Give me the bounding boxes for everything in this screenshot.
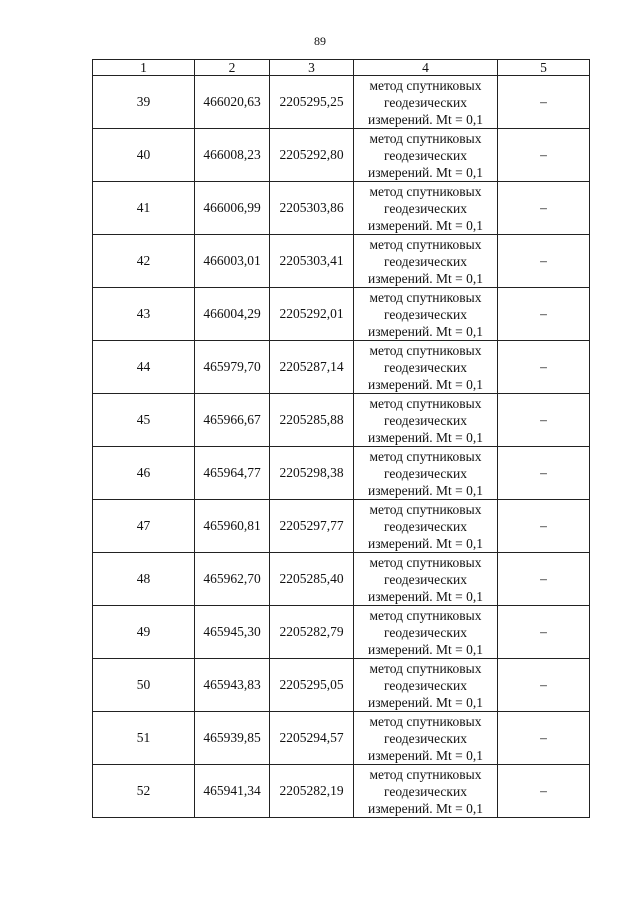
description-cell: – [498,765,590,818]
method-line: геодезических [384,730,467,746]
method-line: метод спутниковых [369,395,482,411]
x-coordinate-cell: 466003,01 [195,235,270,288]
x-coordinate-cell: 466004,29 [195,288,270,341]
method-line: геодезических [384,465,467,481]
point-number-cell: 44 [93,341,195,394]
point-number-cell: 42 [93,235,195,288]
page-number: 89 [314,34,326,48]
method-line: измерений. Mt = 0,1 [367,535,484,551]
point-number-cell: 40 [93,129,195,182]
point-number-cell: 39 [93,76,195,129]
method-line: измерений. Mt = 0,1 [367,111,484,127]
x-coordinate-cell: 466006,99 [195,182,270,235]
method-line: геодезических [384,677,467,693]
y-coordinate-cell: 2205295,05 [270,659,354,712]
method-line: метод спутниковых [369,77,482,93]
method-line: измерений. Mt = 0,1 [367,376,484,392]
x-coordinate-cell: 465939,85 [195,712,270,765]
header-col-4: 4 [354,60,498,76]
point-number-cell: 51 [93,712,195,765]
description-cell: – [498,129,590,182]
method-line: геодезических [384,359,467,375]
description-cell: – [498,659,590,712]
method-line: геодезических [384,147,467,163]
point-number-cell: 46 [93,447,195,500]
method-cell [354,182,498,235]
method-line: измерений. Mt = 0,1 [367,800,484,816]
x-coordinate-cell: 465962,70 [195,553,270,606]
method-line: метод спутниковых [369,448,482,464]
method-line: измерений. Mt = 0,1 [367,323,484,339]
table-row [93,712,590,765]
header-col-3: 3 [270,60,354,76]
method-line: геодезических [384,200,467,216]
table-row [93,235,590,288]
method-line: измерений. Mt = 0,1 [367,482,484,498]
description-cell: – [498,500,590,553]
table-row [93,76,590,129]
method-cell [354,712,498,765]
method-line: измерений. Mt = 0,1 [367,641,484,657]
description-cell: – [498,553,590,606]
method-line: метод спутниковых [369,713,482,729]
method-cell [354,500,498,553]
method-line: геодезических [384,518,467,534]
method-cell [354,235,498,288]
method-cell [354,765,498,818]
table-row [93,553,590,606]
table-row [93,765,590,818]
table-row [93,447,590,500]
x-coordinate-cell: 465979,70 [195,341,270,394]
y-coordinate-cell: 2205292,01 [270,288,354,341]
method-line: геодезических [384,412,467,428]
method-line: метод спутниковых [369,766,482,782]
point-number-cell: 52 [93,765,195,818]
method-line: измерений. Mt = 0,1 [367,588,484,604]
method-line: метод спутниковых [369,342,482,358]
method-line: метод спутниковых [369,607,482,623]
y-coordinate-cell: 2205295,25 [270,76,354,129]
y-coordinate-cell: 2205303,86 [270,182,354,235]
table-row [93,182,590,235]
y-coordinate-cell: 2205285,88 [270,394,354,447]
y-coordinate-cell: 2205303,41 [270,235,354,288]
method-cell [354,76,498,129]
method-line: измерений. Mt = 0,1 [367,694,484,710]
method-cell [354,288,498,341]
method-line: метод спутниковых [369,660,482,676]
method-line: измерений. Mt = 0,1 [367,747,484,763]
table-row [93,500,590,553]
description-cell: – [498,182,590,235]
table-row [93,606,590,659]
table-body [93,76,590,818]
header-row [93,60,590,76]
x-coordinate-cell: 465945,30 [195,606,270,659]
x-coordinate-cell: 466008,23 [195,129,270,182]
y-coordinate-cell: 2205282,19 [270,765,354,818]
description-cell: – [498,288,590,341]
y-coordinate-cell: 2205282,79 [270,606,354,659]
x-coordinate-cell: 465964,77 [195,447,270,500]
description-cell: – [498,712,590,765]
method-line: метод спутниковых [369,130,482,146]
table-row [93,341,590,394]
point-number-cell: 43 [93,288,195,341]
point-number-cell: 41 [93,182,195,235]
method-cell [354,447,498,500]
x-coordinate-cell: 465960,81 [195,500,270,553]
method-line: геодезических [384,306,467,322]
header-col-1: 1 [93,60,195,76]
table-row [93,129,590,182]
table-row [93,394,590,447]
point-number-cell: 49 [93,606,195,659]
method-cell [354,341,498,394]
point-number-cell: 45 [93,394,195,447]
method-line: измерений. Mt = 0,1 [367,164,484,180]
method-line: измерений. Mt = 0,1 [367,217,484,233]
header-col-5: 5 [498,60,590,76]
table-row [93,659,590,712]
description-cell: – [498,341,590,394]
table-header [93,60,590,76]
x-coordinate-cell: 465941,34 [195,765,270,818]
y-coordinate-cell: 2205287,14 [270,341,354,394]
method-line: измерений. Mt = 0,1 [367,429,484,445]
method-line: геодезических [384,94,467,110]
y-coordinate-cell: 2205292,80 [270,129,354,182]
description-cell: – [498,235,590,288]
method-line: метод спутниковых [369,183,482,199]
method-line: геодезических [384,783,467,799]
method-cell [354,553,498,606]
method-line: метод спутниковых [369,236,482,252]
method-cell [354,129,498,182]
x-coordinate-cell: 465966,67 [195,394,270,447]
x-coordinate-cell: 466020,63 [195,76,270,129]
point-number-cell: 50 [93,659,195,712]
method-line: метод спутниковых [369,289,482,305]
description-cell: – [498,76,590,129]
description-cell: – [498,447,590,500]
method-line: геодезических [384,624,467,640]
point-number-cell: 48 [93,553,195,606]
table-row [93,288,590,341]
header-col-2: 2 [195,60,270,76]
method-line: геодезических [384,571,467,587]
y-coordinate-cell: 2205285,40 [270,553,354,606]
y-coordinate-cell: 2205298,38 [270,447,354,500]
method-line: измерений. Mt = 0,1 [367,270,484,286]
method-line: метод спутниковых [369,501,482,517]
method-cell [354,394,498,447]
point-number-cell: 47 [93,500,195,553]
x-coordinate-cell: 465943,83 [195,659,270,712]
description-cell: – [498,606,590,659]
coordinates-table [92,59,590,818]
method-cell [354,659,498,712]
method-line: метод спутниковых [369,554,482,570]
method-line: геодезических [384,253,467,269]
y-coordinate-cell: 2205297,77 [270,500,354,553]
method-cell [354,606,498,659]
y-coordinate-cell: 2205294,57 [270,712,354,765]
description-cell: – [498,394,590,447]
